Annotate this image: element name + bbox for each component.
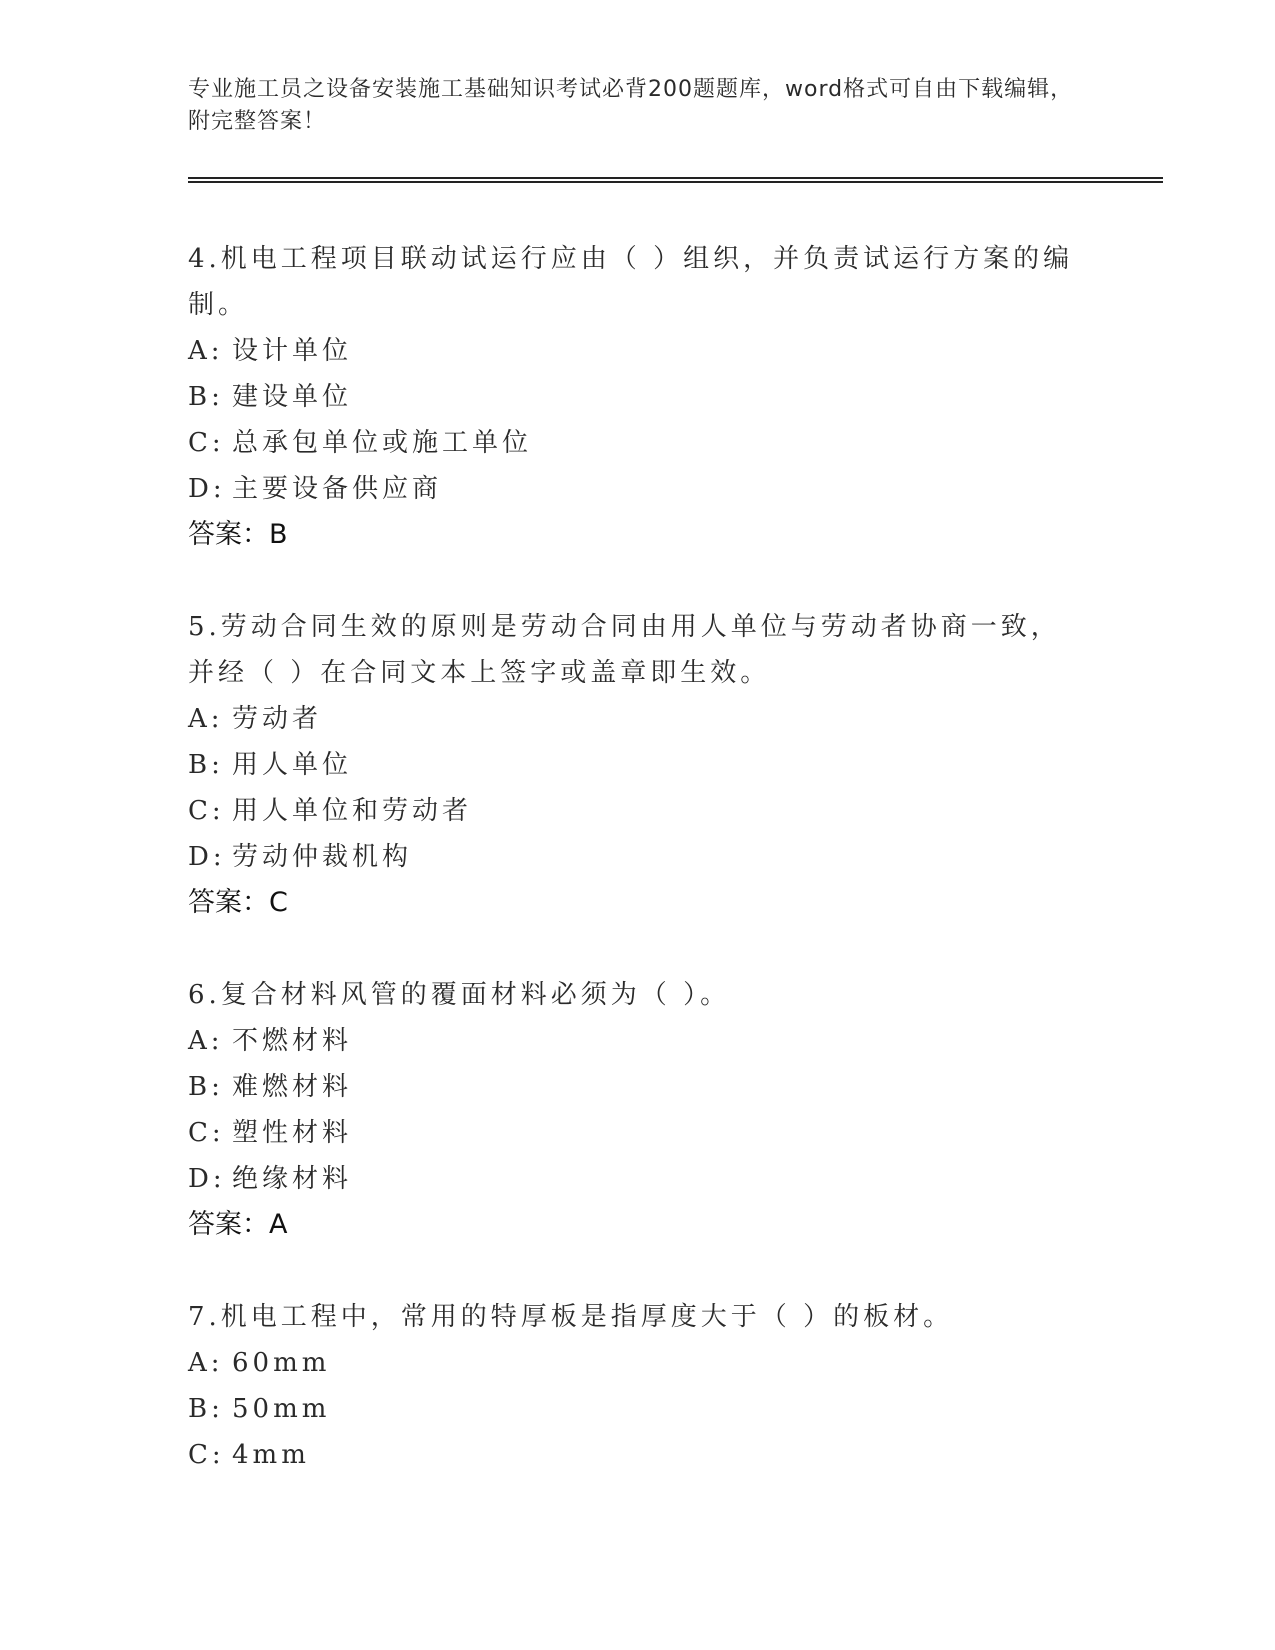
option-d — [188, 1156, 1088, 1202]
option-key: B: — [188, 382, 224, 412]
header-divider — [188, 177, 1163, 183]
option-b — [188, 374, 1088, 420]
option-d — [188, 466, 1088, 512]
option-key: A: — [188, 704, 224, 734]
option-key: A: — [188, 1026, 224, 1056]
option-key: D: — [188, 474, 226, 504]
option-key: D: — [188, 1164, 226, 1194]
question-6 — [188, 972, 1088, 1248]
question-7 — [188, 1294, 1088, 1478]
option-key: C: — [188, 796, 225, 826]
option-text: 难燃材料 — [232, 1072, 353, 1102]
option-text: 塑性材料 — [232, 1118, 353, 1148]
option-key: B: — [188, 1072, 224, 1102]
question-stem: 5.劳动合同生效的原则是劳动合同由用人单位与劳动者协商一致，并经（ ）在合同文本上签字或盖章即生效。 — [188, 612, 1061, 688]
option-c — [188, 1110, 1088, 1156]
document-header: 专业施工员之设备安装施工基础知识考试必背200题题库，word格式可自由下载编辑，附完整答案！ — [188, 77, 1074, 134]
option-text: 建设单位 — [232, 382, 353, 412]
option-text: 用人单位和劳动者 — [232, 796, 473, 826]
option-key: B: — [188, 750, 224, 780]
option-text: 不燃材料 — [232, 1026, 353, 1056]
option-b — [188, 742, 1088, 788]
question-4 — [188, 236, 1088, 558]
option-a — [188, 1018, 1088, 1064]
option-key: A: — [188, 336, 224, 366]
question-stem: 7.机电工程中，常用的特厚板是指厚度大于（ ）的板材。 — [188, 1302, 954, 1332]
option-text: 用人单位 — [232, 750, 353, 780]
option-text: 60mm — [232, 1348, 331, 1378]
option-key: C: — [188, 428, 225, 458]
question-list — [188, 236, 1088, 1524]
option-b — [188, 1386, 1088, 1432]
answer-line: 答案：C — [188, 887, 288, 918]
option-c — [188, 1432, 1088, 1478]
option-text: 总承包单位或施工单位 — [232, 428, 533, 458]
option-text: 4mm — [232, 1440, 310, 1470]
option-c — [188, 420, 1088, 466]
option-key: D: — [188, 842, 226, 872]
option-c — [188, 788, 1088, 834]
option-text: 50mm — [232, 1394, 331, 1424]
option-text: 设计单位 — [232, 336, 353, 366]
option-key: A: — [188, 1348, 224, 1378]
question-stem: 4.机电工程项目联动试运行应由（ ）组织，并负责试运行方案的编制。 — [188, 244, 1074, 320]
option-text: 主要设备供应商 — [232, 474, 443, 504]
option-a — [188, 696, 1088, 742]
option-text: 绝缘材料 — [232, 1164, 353, 1194]
option-text: 劳动者 — [232, 704, 323, 734]
option-d — [188, 834, 1088, 880]
option-a — [188, 1340, 1088, 1386]
option-a — [188, 328, 1088, 374]
question-5 — [188, 604, 1088, 926]
answer-line: 答案：A — [188, 1209, 288, 1240]
option-key: C: — [188, 1440, 225, 1470]
answer-line: 答案：B — [188, 519, 288, 550]
option-b — [188, 1064, 1088, 1110]
option-key: B: — [188, 1394, 224, 1424]
option-key: C: — [188, 1118, 225, 1148]
option-text: 劳动仲裁机构 — [232, 842, 413, 872]
question-stem: 6.复合材料风管的覆面材料必须为（ ）。 — [188, 980, 731, 1010]
